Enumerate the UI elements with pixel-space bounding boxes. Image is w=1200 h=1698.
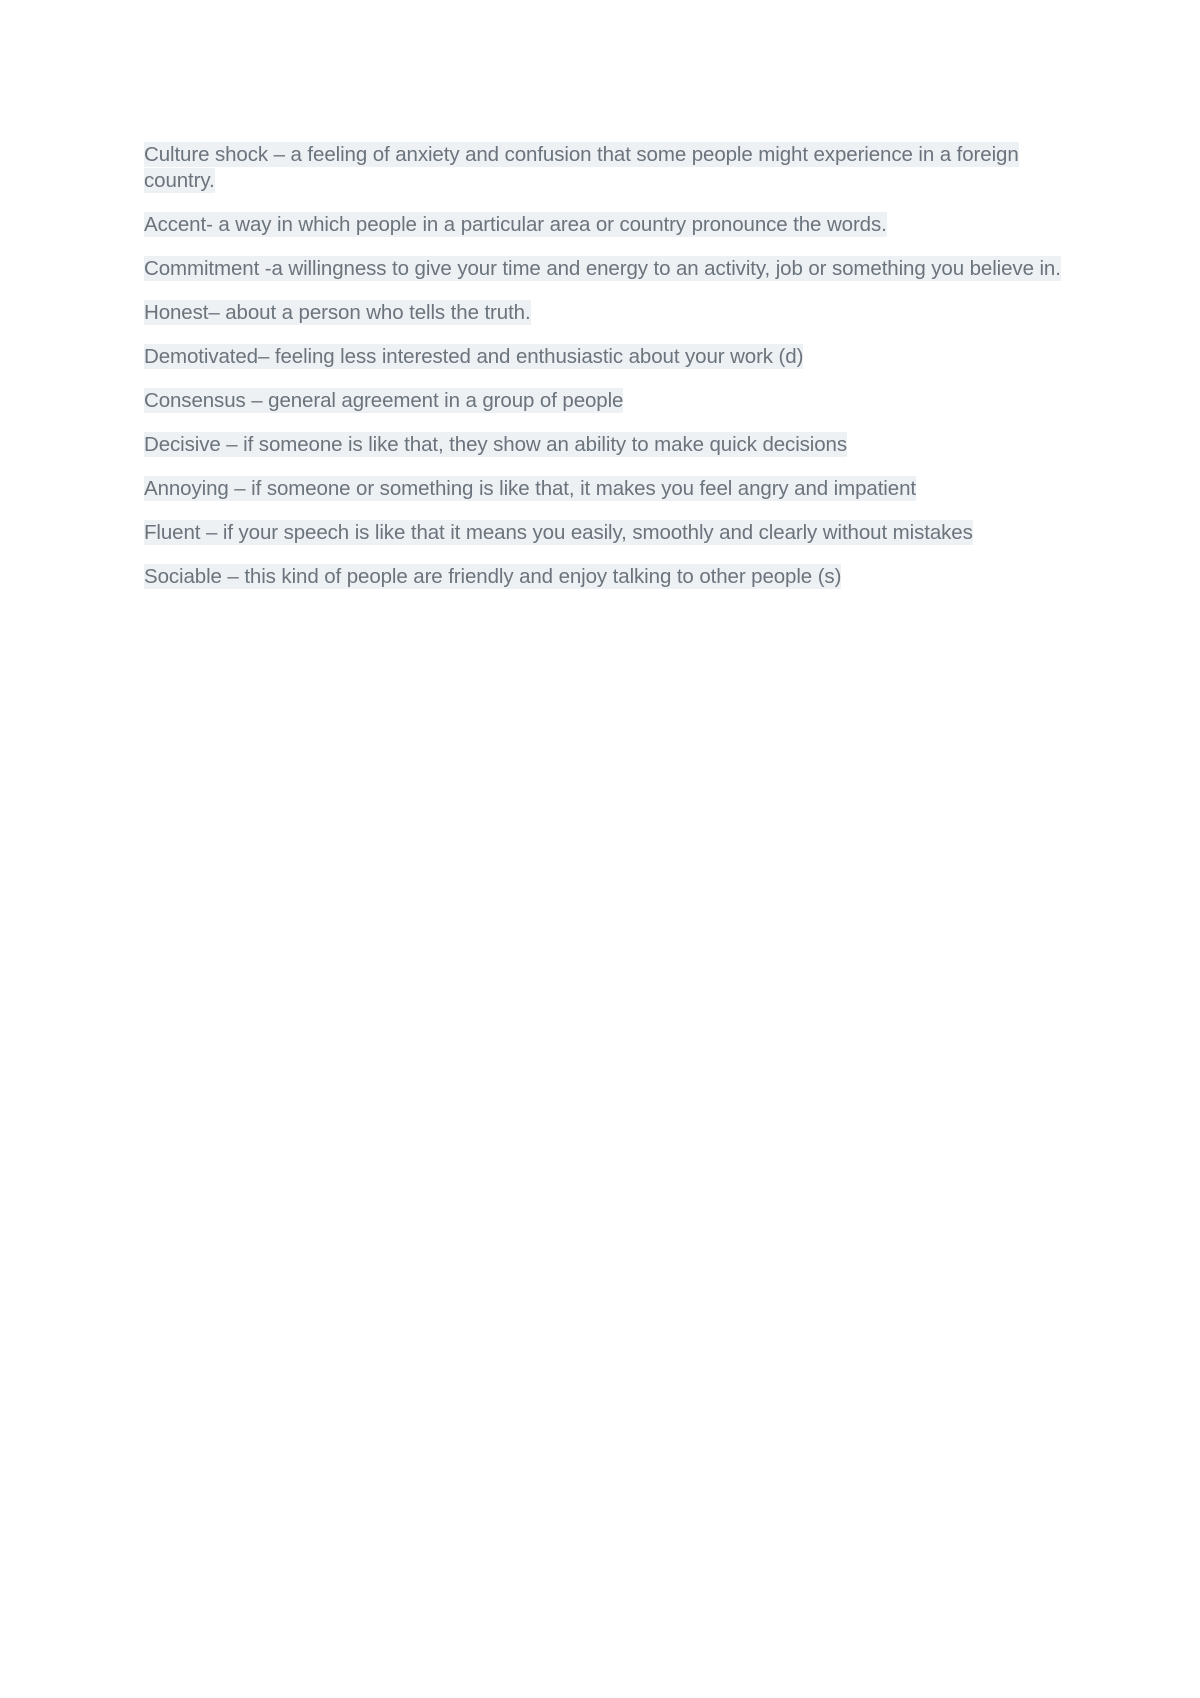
entry-text: Decisive – if someone is like that, they show an ability to make quick decisions	[144, 433, 848, 456]
entry-fluent	[144, 520, 1074, 546]
entry-text: Sociable – this kind of people are friendly and enjoy talking to other people (s)	[144, 565, 842, 588]
entry-honest	[144, 300, 1074, 326]
vocabulary-list	[144, 142, 1074, 608]
entry-consensus	[144, 388, 1074, 414]
entry-annoying	[144, 476, 1074, 502]
entry-text: Commitment -a willingness to give your time and energy to an activity, job or something you believe in.	[144, 257, 1061, 280]
entry-decisive	[144, 432, 1074, 458]
entry-culture-shock	[144, 142, 1074, 194]
entry-text: Fluent – if your speech is like that it means you easily, smoothly and clearly without mistakes	[144, 521, 973, 544]
entry-text: Accent- a way in which people in a particular area or country pronounce the words.	[144, 213, 887, 236]
entry-commitment	[144, 256, 1074, 282]
entry-demotivated	[144, 344, 1074, 370]
entry-accent	[144, 212, 1074, 238]
entry-sociable	[144, 564, 1074, 590]
entry-text: Consensus – general agreement in a group of people	[144, 389, 624, 412]
entry-text: Annoying – if someone or something is like that, it makes you feel angry and impatient	[144, 477, 916, 500]
entry-text: Demotivated– feeling less interested and enthusiastic about your work (d)	[144, 345, 804, 368]
entry-text: Culture shock – a feeling of anxiety and confusion that some people might experience in a foreign country.	[144, 143, 1019, 192]
entry-text: Honest– about a person who tells the truth.	[144, 301, 531, 324]
